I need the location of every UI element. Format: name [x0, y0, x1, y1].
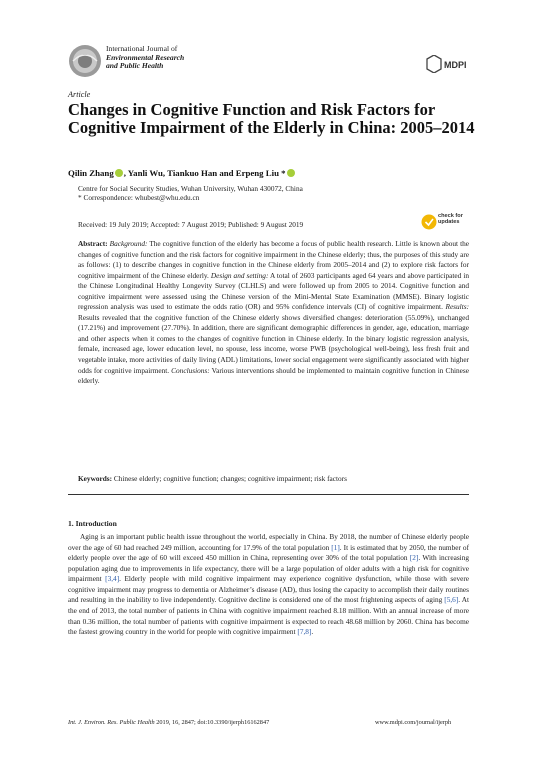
author-names-rest: , Yanli Wu, Tiankuo Han and Erpeng Liu * — [123, 168, 286, 178]
section-heading: 1. Introduction — [68, 519, 117, 528]
check-for-updates-label[interactable]: check for updates — [438, 213, 463, 225]
publication-dates: Received: 19 July 2019; Accepted: 7 August 2019; Published: 9 August 2019 — [78, 220, 304, 229]
divider — [68, 494, 469, 495]
keywords: Keywords: Chinese elderly; cognitive function; changes; cognitive impairment; risk factors — [78, 474, 347, 483]
author-list — [68, 168, 296, 178]
citation-link[interactable]: [1] — [331, 542, 340, 552]
citation-link[interactable]: [7,8] — [297, 627, 312, 637]
journal-logo-icon — [68, 44, 102, 78]
affiliation: Centre for Social Security Studies, Wuhan University, Wuhan 430072, China — [78, 184, 303, 193]
introduction-paragraph: Aging is an important public health issue throughout the world, especially in China. By 2018, the number of Chinese elderly people over the age of 60 had reached 249 million, accounting for 17.9% of the total population [1]. It is estimated that by 2050, the number of elderly people over the age of 60 will exceed 450 million in China, representing over 30% of the total population [2]. With increasing population aging due to improvements in life expectancy, there will be a large population of older adults with a high risk for cognitive impairment [3,4]. Elderly people with mild cognitive impairment may experience cognitive dysfunction, while those with severe cognitive impairment may progress to dementia or Alzheimer’s disease (AD), thus losing the capacity to accomplish their daily routines and resulting in the inability to live independently. Cognitive decline is considered one of the most frightening aspects of aging [5,6]. At the end of 2013, the total number of patients in China with cognitive impairment reached 8.18 million. With an annual increase of more than 0.36 million, the total number of patients with cognitive impairment is expected to reach 48.68 million by 2060. China has become the fastest growing country in the world for people with cognitive impairment [7,8]. — [68, 532, 470, 637]
orcid-icon[interactable] — [287, 169, 295, 177]
article-type: Article — [68, 90, 91, 99]
journal-name: International Journal of Environmental Research and Public Health — [106, 44, 185, 71]
citation-link[interactable]: [5,6] — [444, 595, 459, 605]
author-name[interactable]: Qilin Zhang — [68, 168, 114, 178]
orcid-icon[interactable] — [115, 169, 123, 177]
citation-link[interactable]: [3,4] — [105, 574, 120, 584]
correspondence: * Correspondence: whubest@whu.edu.cn — [78, 193, 200, 202]
citation-link[interactable]: [2] — [409, 553, 419, 563]
footer-citation: Int. J. Environ. Res. Public Health 2019, 16, 2847; doi:10.3390/ijerph16162847 — [68, 719, 270, 726]
footer-url[interactable]: www.mdpi.com/journal/ijerph — [375, 719, 452, 726]
page-title: Changes in Cognitive Function and Risk Factors for Cognitive Impairment of the Elderly in China: 2005–2014 — [68, 100, 475, 137]
svg-text:MDPI: MDPI — [444, 60, 466, 70]
mdpi-logo-icon — [426, 55, 466, 73]
abstract: Abstract: Background: The cognitive function of the elderly has become a focus of public health research. Little is known about the changes of cognitive function and the risk factors for cognitive impairment in the Chinese elderly; thus, the purposes of this study are as follows: (1) to describe changes in cognitive function in the Chinese elderly from 2005–2014 and (2) to explore risk factors for cognitive impairment of the Chinese elderly. Design and setting: A total of 2603 participants aged 64 years and above participated in the Chinese Longitudinal Healthy Longevity Survey (CLHLS) and were followed up from 2005 to 2014. Cognitive function and cognitive impairment were assessed using the Chinese version of the Mini-Mental State Examination (MMSE). Binary logistic regression analysis was used to estimate the odds ratio (OR) and 95% confidence intervals (CI) of cognitive impairment. Results: Results revealed that the cognitive function of the Chinese elderly shows diversified changes: deterioration (55.09%), unchanged (17.21%) and improvement (27.70%). In addition, there are significant demographic differences in gender, age, education, marriage and other aspects when it comes to the changes of cognitive function in Chinese elderly. In the binary logistic regression analysis, female, increased age, lower education level, no spouse, less income, worse PWB (psychological well-being), less fresh fruit and vegetable intake, more activities of daily living (ADL) limitations, lower social engagement were significantly associated with higher odds for cognitive impairment. Conclusions: Various interventions should be implemented to maintain cognitive function in Chinese elderly. — [78, 239, 469, 386]
affiliation-block — [78, 184, 458, 202]
